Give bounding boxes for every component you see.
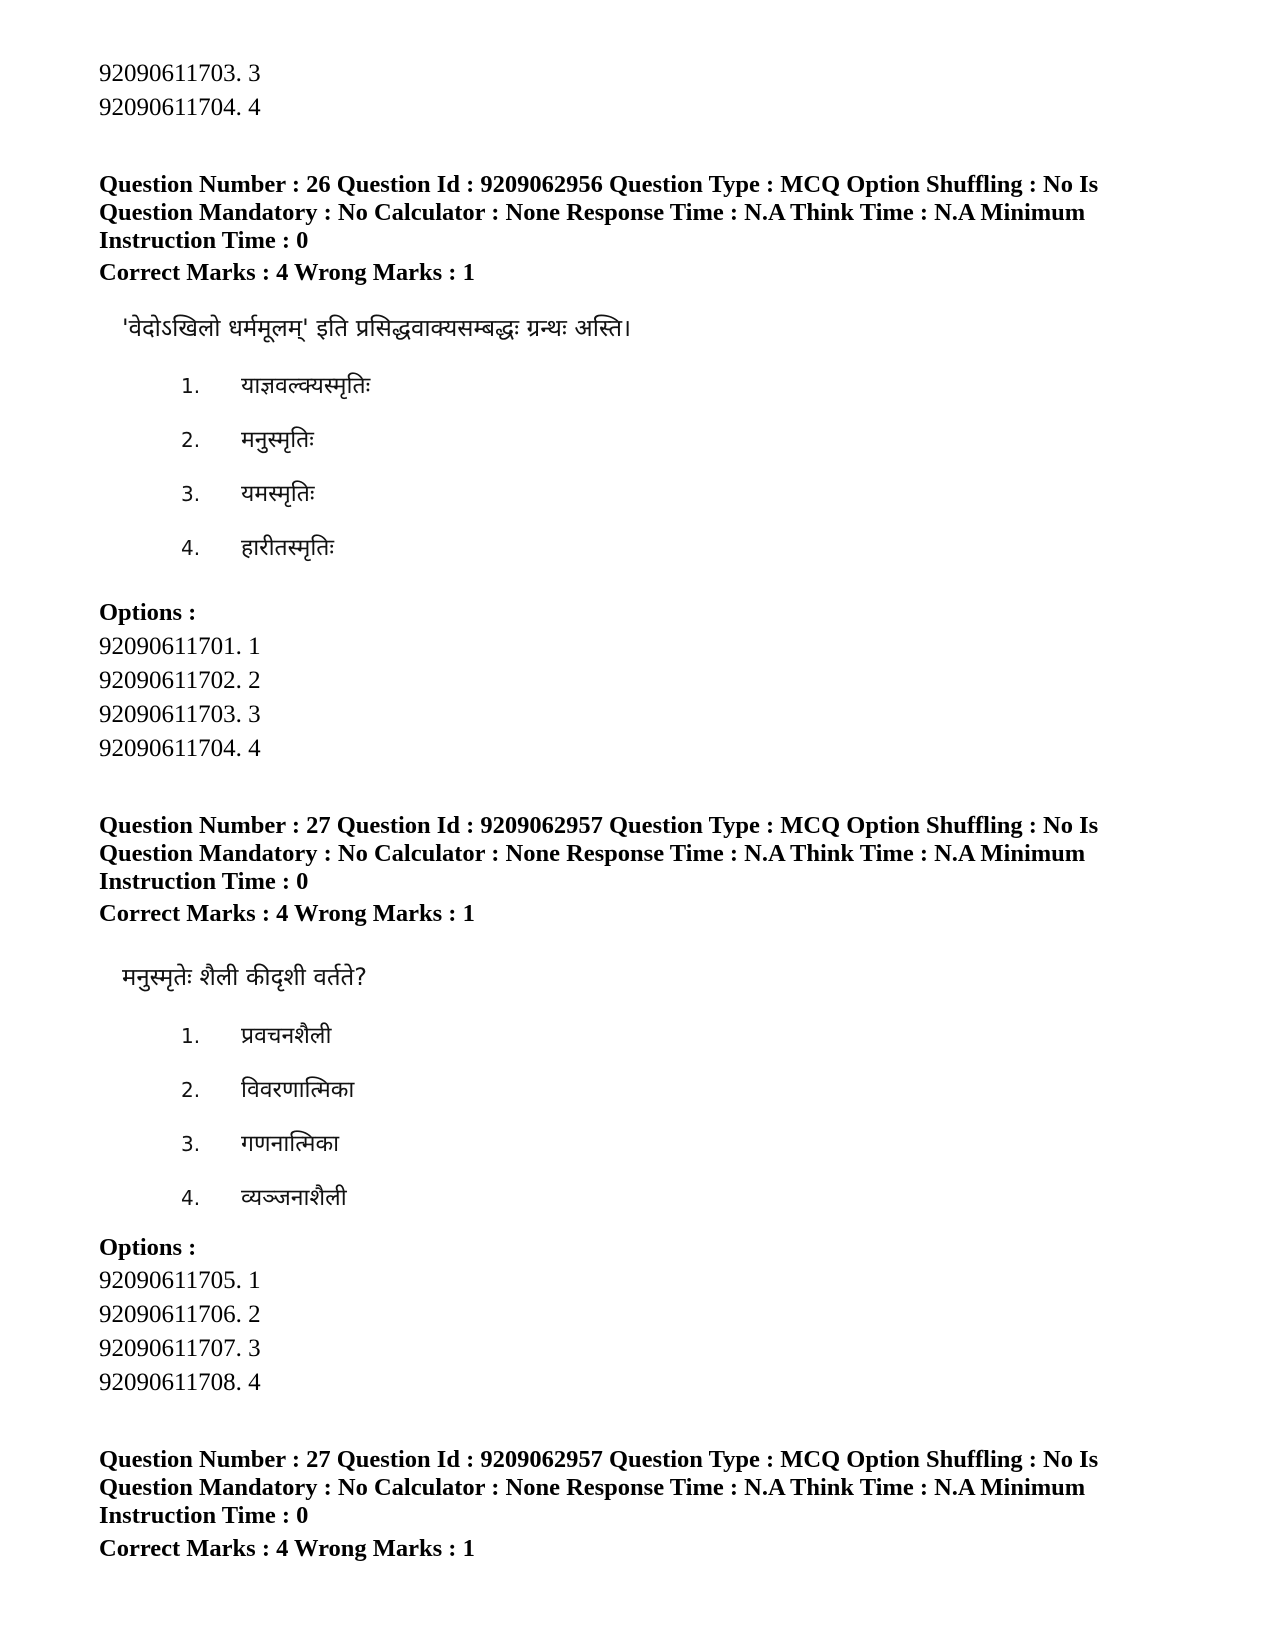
choice-item [181,533,334,564]
choice-number: 1. [181,374,201,398]
choice-text: गणनात्मिका [241,1131,340,1157]
option-line: 92090611705. 1 [99,1267,261,1294]
question-text: मनुस्मृतेः शैली कीदृशी वर्तते? [122,963,367,991]
choice-item [181,1021,331,1052]
option-line: 92090611708. 4 [99,1369,261,1396]
choice-number: 2. [181,428,201,452]
options-label: Options : [99,599,197,626]
question-header: Question Number : 27 Question Id : 9209062957 Question Type : MCQ Option Shuffling : No Is Question Mandatory : No Calculator : None Response Time : N.A Think Time : N.A Minimum Instruction Time : 0 [99,1446,1099,1529]
choice-item [181,1183,347,1214]
choice-number: 4. [181,1186,201,1210]
choice-text: हारीतस्मृतिः [241,535,335,561]
marks-line: Correct Marks : 4 Wrong Marks : 1 [99,900,475,927]
option-line: 92090611704. 4 [99,94,261,121]
option-line: 92090611701. 1 [99,633,261,660]
question-header: Question Number : 26 Question Id : 9209062956 Question Type : MCQ Option Shuffling : No Is Question Mandatory : No Calculator : None Response Time : N.A Think Time : N.A Minimum Instruction Time : 0 [99,171,1099,254]
option-line: 92090611703. 3 [99,701,261,728]
choice-text: व्यञ्जनाशैली [241,1185,347,1211]
marks-line: Correct Marks : 4 Wrong Marks : 1 [99,259,475,286]
question-header: Question Number : 27 Question Id : 9209062957 Question Type : MCQ Option Shuffling : No Is Question Mandatory : No Calculator : None Response Time : N.A Think Time : N.A Minimum Instruction Time : 0 [99,812,1099,895]
question-text: 'वेदोऽखिलो धर्ममूलम्' इति प्रसिद्धवाक्यसम्बद्धः ग्रन्थः अस्ति। [122,314,632,342]
option-line: 92090611702. 2 [99,667,261,694]
option-line: 92090611706. 2 [99,1301,261,1328]
choice-item [181,1075,354,1106]
choice-item [181,479,315,510]
choice-item [181,425,314,456]
choice-text: यमस्मृतिः [241,481,315,507]
choice-number: 2. [181,1078,201,1102]
choice-text: विवरणात्मिका [241,1077,355,1103]
choice-item [181,371,370,402]
marks-line: Correct Marks : 4 Wrong Marks : 1 [99,1535,475,1562]
option-line: 92090611704. 4 [99,735,261,762]
choice-number: 3. [181,1132,201,1156]
choice-text: प्रवचनशैली [241,1023,332,1049]
choice-number: 3. [181,482,201,506]
choice-text: याज्ञवल्क्यस्मृतिः [241,373,371,399]
option-line: 92090611707. 3 [99,1335,261,1362]
options-label: Options : [99,1234,197,1261]
choice-number: 1. [181,1024,201,1048]
choice-text: मनुस्मृतिः [241,427,314,453]
choice-number: 4. [181,536,201,560]
option-line: 92090611703. 3 [99,60,261,87]
choice-item [181,1129,339,1160]
